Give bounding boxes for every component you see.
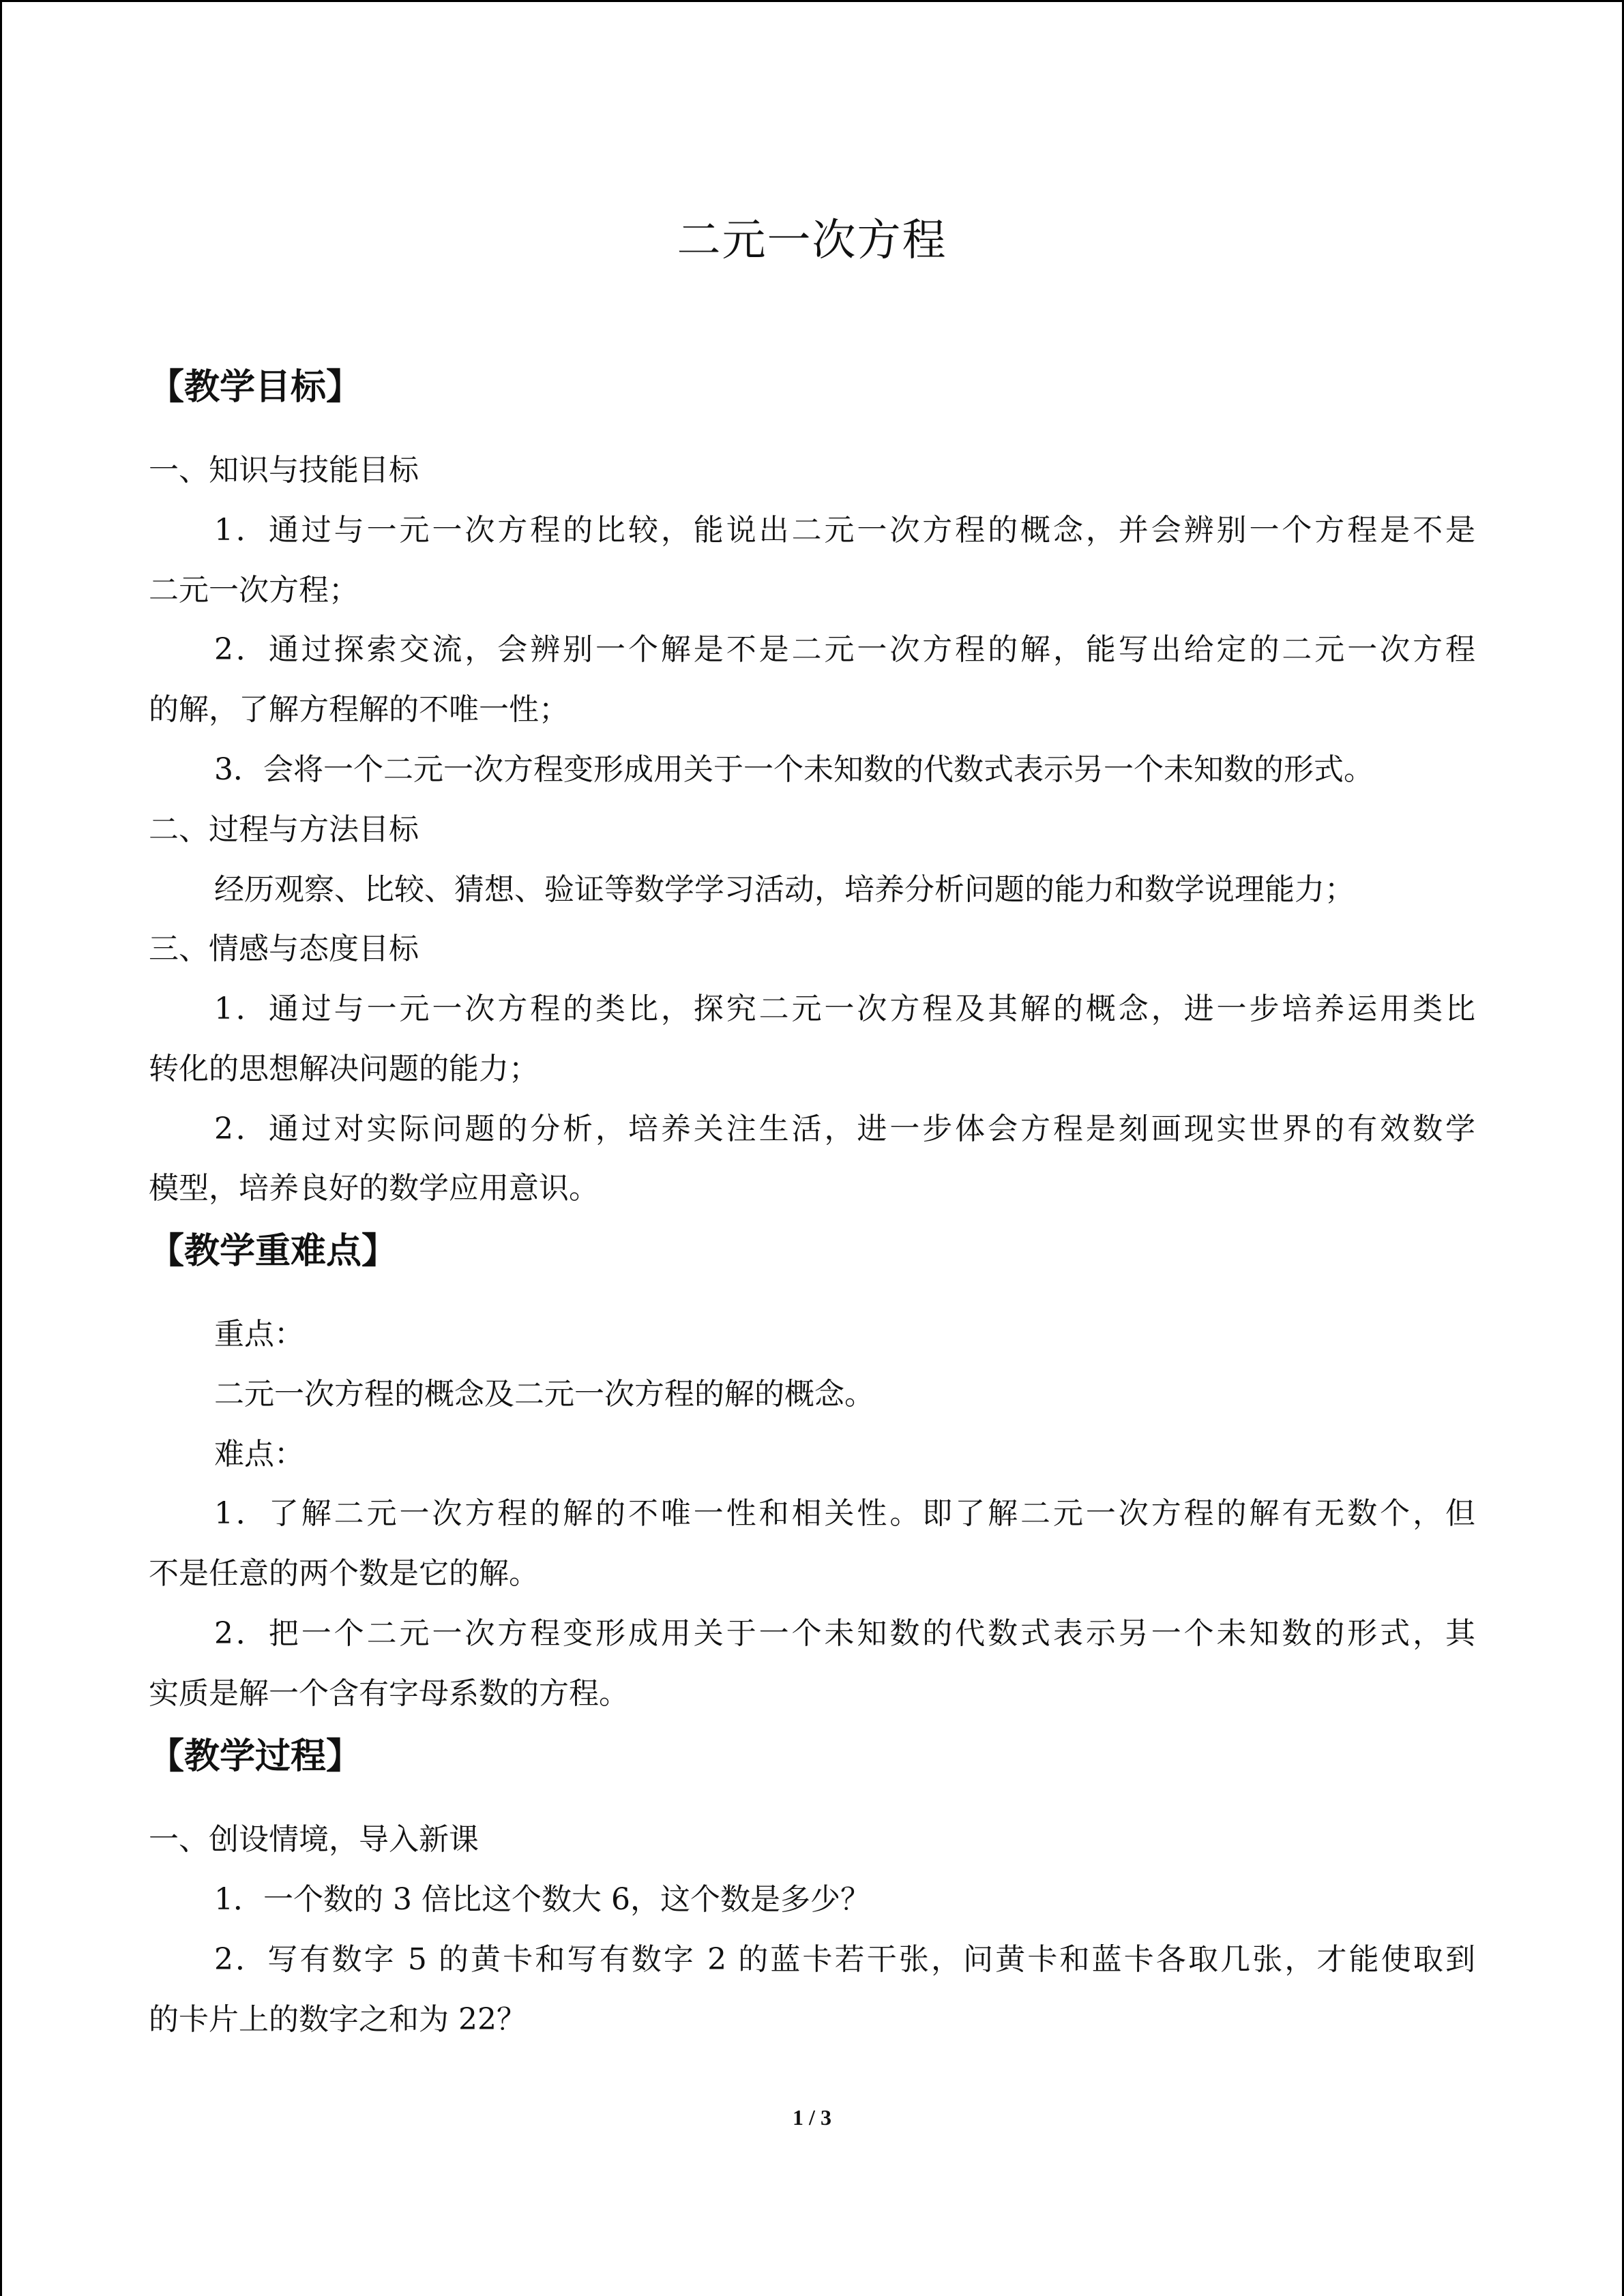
section-heading-process: 【教学过程】 [149, 1736, 362, 1777]
objectives-paragraph-1-line-1: 1．通过与一元一次方程的比较，能说出二元一次方程的概念，并会辨别一个方程是不是 [214, 513, 1475, 548]
objectives-paragraph-2-line-2: 的解，了解方程解的不唯一性； [149, 692, 569, 727]
objectives-paragraph-6-line-1: 2．通过对实际问题的分析，培养关注生活，进一步体会方程是刻画现实世界的有效数学 [214, 1112, 1475, 1146]
process-subheading-1: 一、创设情境，导入新课 [149, 1822, 479, 1857]
section-heading-key-points: 【教学重难点】 [149, 1231, 398, 1272]
objectives-paragraph-1-line-2: 二元一次方程； [149, 573, 359, 608]
objectives-subheading-1: 一、知识与技能目标 [149, 453, 419, 488]
objectives-subheading-3: 三、情感与态度目标 [149, 931, 419, 966]
process-question-2-line-2: 的卡片上的数字之和为 22？ [149, 2002, 527, 2037]
objectives-paragraph-3: 3．会将一个二元一次方程变形成用关于一个未知数的代数式表示另一个未知数的形式。 [214, 752, 1374, 787]
difficulty-1-line-2: 不是任意的两个数是它的解。 [149, 1556, 539, 1591]
process-question-1: 1．一个数的 3 倍比这个数大 6，这个数是多少？ [214, 1882, 870, 1917]
process-question-2-line-1: 2．写有数字 5 的黄卡和写有数字 2 的蓝卡若干张，问黄卡和蓝卡各取几张，才能使取到 [214, 1942, 1475, 1977]
focus-text: 二元一次方程的概念及二元一次方程的解的概念。 [214, 1377, 874, 1412]
objectives-paragraph-5-line-2: 转化的思想解决问题的能力； [149, 1052, 539, 1086]
objectives-paragraph-4: 经历观察、比较、猜想、验证等数学学习活动，培养分析问题的能力和数学说理能力； [214, 872, 1355, 907]
difficulty-1-line-1: 1．了解二元一次方程的解的不唯一性和相关性。即了解二元一次方程的解有无数个，但 [214, 1496, 1475, 1531]
page-number: 1 / 3 [793, 2105, 831, 2130]
objectives-paragraph-5-line-1: 1．通过与一元一次方程的类比，探究二元一次方程及其解的概念，进一步培养运用类比 [214, 992, 1475, 1026]
section-heading-objectives: 【教学目标】 [149, 367, 362, 408]
objectives-paragraph-6-line-2: 模型，培养良好的数学应用意识。 [149, 1171, 599, 1206]
document-title: 二元一次方程 [677, 215, 947, 266]
difficulty-2-line-1: 2．把一个二元一次方程变形成用关于一个未知数的代数式表示另一个未知数的形式，其 [214, 1616, 1475, 1651]
focus-label: 重点： [214, 1317, 304, 1352]
difficulty-label: 难点： [214, 1437, 304, 1472]
difficulty-2-line-2: 实质是解一个含有字母系数的方程。 [149, 1676, 629, 1711]
objectives-paragraph-2-line-1: 2．通过探索交流，会辨别一个解是不是二元一次方程的解，能写出给定的二元一次方程 [214, 632, 1475, 667]
objectives-subheading-2: 二、过程与方法目标 [149, 812, 419, 847]
